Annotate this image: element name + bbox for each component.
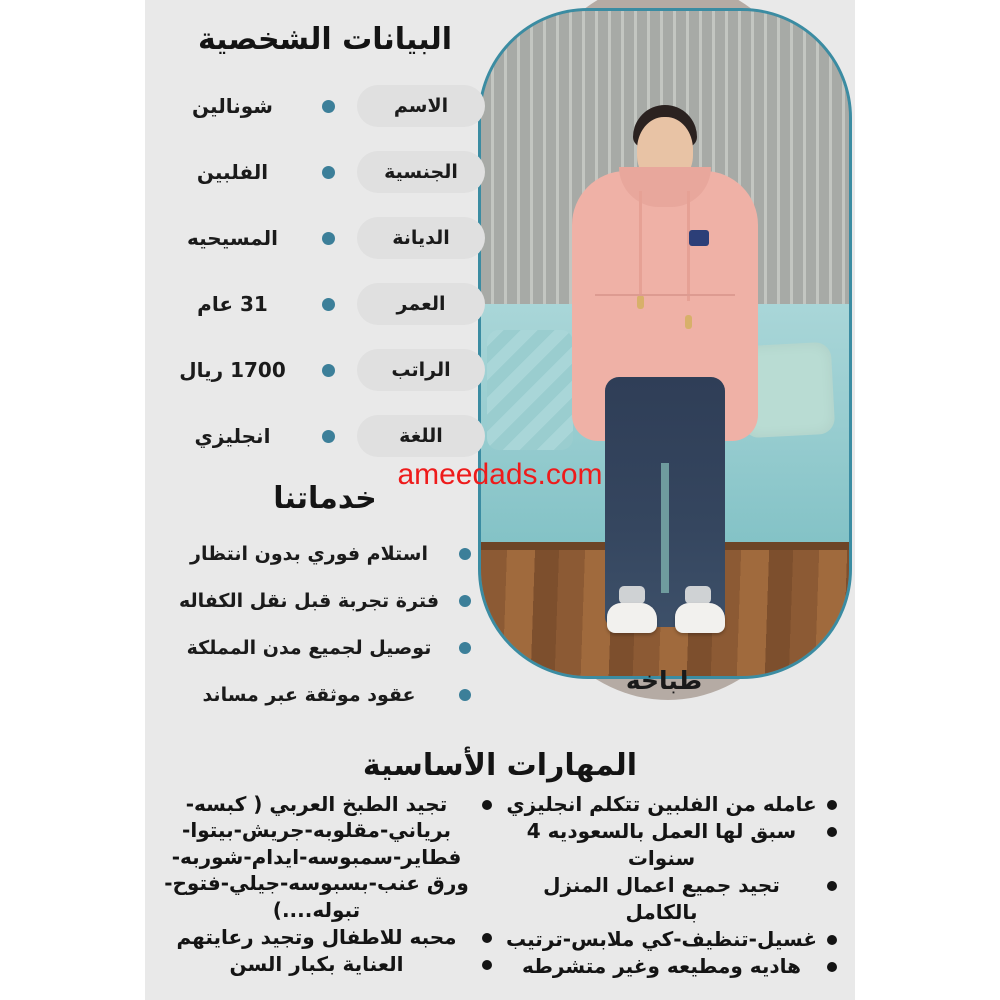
skill-item-label: تجيد جميع اعمال المنزل بالكامل <box>543 873 780 924</box>
bullet-dot-icon <box>322 232 335 245</box>
service-item <box>165 530 485 577</box>
info-row-religion <box>165 205 485 271</box>
services-list <box>165 530 485 718</box>
bullet-dot-icon <box>827 800 837 810</box>
info-row-salary <box>165 337 485 403</box>
bullet-dot-icon <box>459 689 471 701</box>
bullet-dot-icon <box>459 548 471 560</box>
info-value-language: انجليزي <box>194 424 271 448</box>
info-row-age <box>165 271 485 337</box>
service-item <box>165 577 485 624</box>
info-value-age: 31 عام <box>197 292 268 316</box>
skill-item-label: تجيد الطبخ العربي ( كبسه-برياني-مقلوبه-جريش-بيتوا-فطاير-سمبوسه-ايدام-شوربه-ورق عنب-بسبوسه-جيلي-فتوح-تبوله....) <box>164 792 469 922</box>
person-drawstring-tip-right <box>685 315 692 329</box>
info-row-nationality <box>165 139 485 205</box>
profile-card <box>145 0 855 1000</box>
info-label-nationality: الجنسية <box>357 151 485 193</box>
info-value-salary: 1700 ريال <box>179 358 286 382</box>
info-label-age: العمر <box>357 283 485 325</box>
worker-photo <box>478 8 852 679</box>
info-label-language: اللغة <box>357 415 485 457</box>
skill-item-label: العناية بكبار السن <box>229 952 404 977</box>
info-label-salary: الراتب <box>357 349 485 391</box>
info-row-name <box>165 73 485 139</box>
skills-section-title: المهارات الأساسية <box>362 748 638 783</box>
skills-section <box>145 748 855 981</box>
info-row-language <box>165 403 485 469</box>
service-item <box>165 624 485 671</box>
skills-column-left <box>155 791 500 981</box>
bullet-dot-icon <box>322 100 335 113</box>
service-item-label: عقود موثقة عبر مساند <box>202 683 416 706</box>
skill-item <box>504 953 841 979</box>
skill-item-label: هاديه ومطيعه وغير متشرطه <box>521 954 802 979</box>
skill-item-label: غسيل-تنظيف-كي ملابس-ترتيب <box>505 926 818 951</box>
personal-info-rows <box>165 73 485 469</box>
bullet-dot-icon <box>827 935 837 945</box>
bullet-dot-icon <box>459 642 471 654</box>
person-sock-right <box>685 586 711 604</box>
info-value-name: شونالين <box>192 94 273 118</box>
service-item-label: توصيل لجميع مدن المملكة <box>186 636 432 659</box>
service-item <box>165 671 485 718</box>
bullet-dot-icon <box>322 298 335 311</box>
skills-columns <box>145 791 855 981</box>
photo-panel <box>478 0 850 730</box>
bullet-dot-icon <box>482 800 492 810</box>
skill-item-label: عامله من الفلبين تتكلم انجليزي <box>506 792 817 816</box>
personal-section-title: البيانات الشخصية <box>197 22 453 57</box>
info-value-religion: المسيحيه <box>187 226 278 250</box>
skill-item <box>159 791 496 923</box>
person-sock-left <box>619 586 645 604</box>
skill-item-label: سبق لها العمل بالسعوديه 4 سنوات <box>526 819 797 870</box>
skill-item <box>504 872 841 925</box>
bullet-dot-icon <box>322 430 335 443</box>
photo-person <box>481 11 849 676</box>
services-section-title: خدماتنا <box>273 481 377 516</box>
person-leg-gap <box>661 463 669 593</box>
skill-item <box>159 924 496 950</box>
person-drawstring-tip-left <box>637 295 644 309</box>
bullet-dot-icon <box>827 827 837 837</box>
info-label-name: الاسم <box>357 85 485 127</box>
person-hoodie-logo <box>689 230 709 246</box>
info-column <box>165 0 485 718</box>
watermark: ameedads.com <box>397 458 603 491</box>
skill-item-label: محبه للاطفال وتجيد رعايتهم <box>176 924 457 949</box>
person-drawstring-left <box>639 191 642 301</box>
bullet-dot-icon <box>322 166 335 179</box>
bullet-dot-icon <box>482 933 492 943</box>
person-shoe-right <box>675 603 725 633</box>
info-label-religion: الديانة <box>357 217 485 259</box>
skills-column-right <box>500 791 845 981</box>
skill-item <box>504 818 841 871</box>
skill-item <box>159 951 496 977</box>
bullet-dot-icon <box>459 595 471 607</box>
person-shoe-left <box>607 603 657 633</box>
job-title-badge: طباخه <box>625 666 703 695</box>
skill-item <box>504 926 841 952</box>
bullet-dot-icon <box>827 962 837 972</box>
bullet-dot-icon <box>322 364 335 377</box>
service-item-label: استلام فوري بدون انتظار <box>190 542 428 565</box>
person-hoodie-pocket <box>595 294 735 296</box>
service-item-label: فترة تجربة قبل نقل الكفاله <box>178 589 440 612</box>
info-value-nationality: الفلبين <box>196 160 269 184</box>
bullet-dot-icon <box>827 881 837 891</box>
skill-item <box>504 791 841 817</box>
bullet-dot-icon <box>482 960 492 970</box>
